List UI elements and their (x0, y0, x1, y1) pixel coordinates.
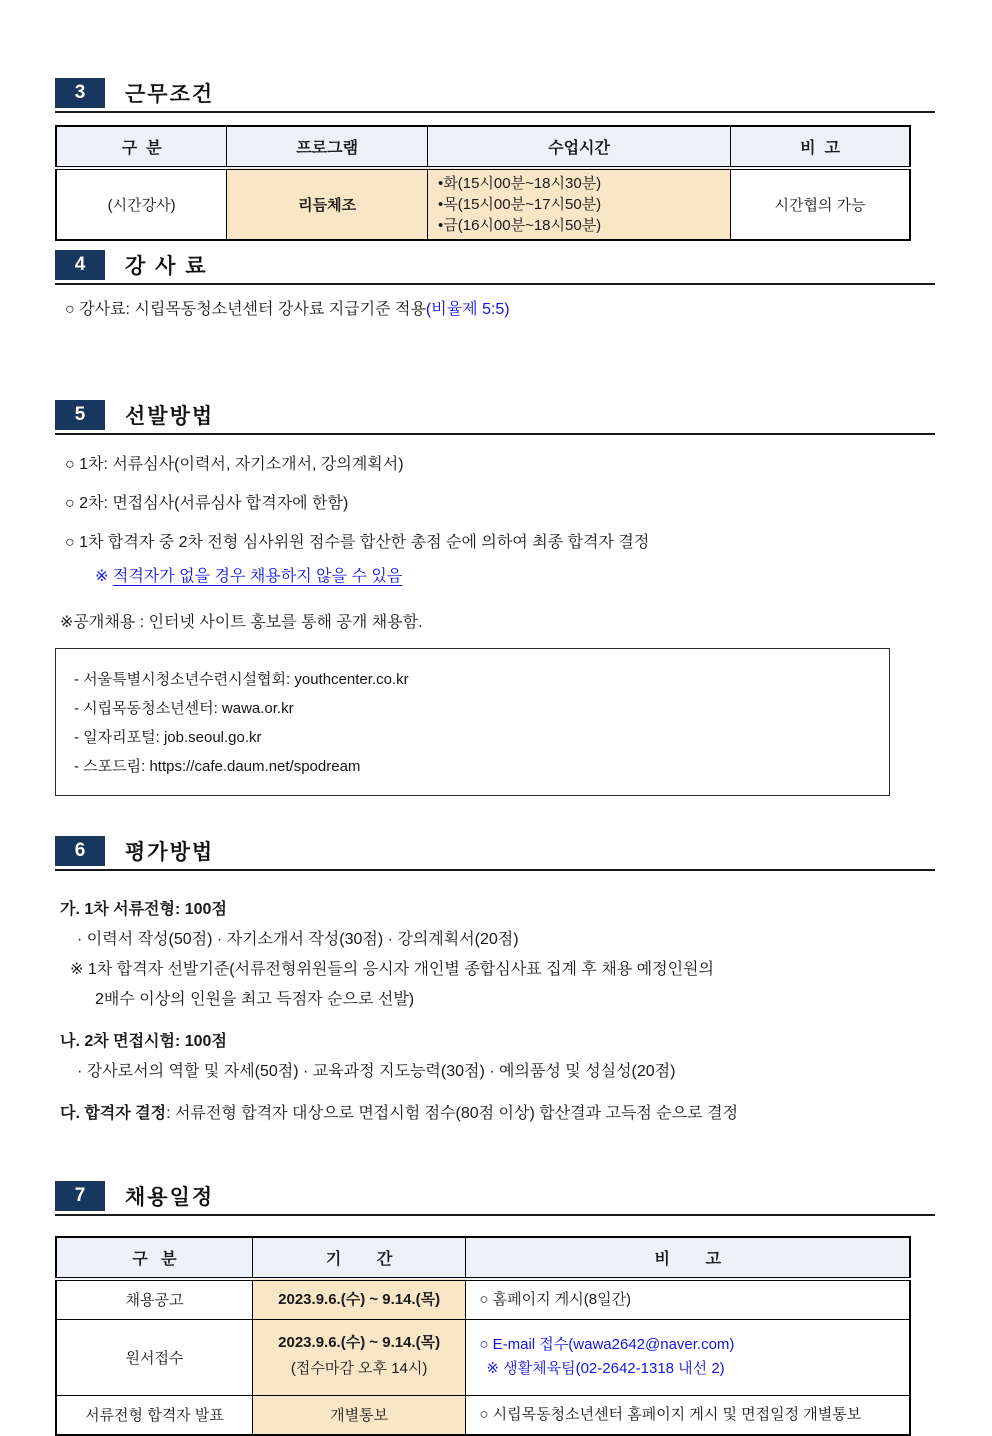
second-round-criteria: · 강사로서의 역할 및 자세(50점) · 교육과정 지도능력(30점) · 예의품성 및 성실성(20점) (77, 1063, 676, 1080)
section-work-conditions (55, 78, 935, 241)
section-evaluation-method (55, 836, 935, 1129)
first-round-criteria: · 이력서 작성(50점) · 자기소개서 작성(30점) · 강의계획서(20점) (77, 931, 519, 948)
work-conditions-table (55, 125, 911, 241)
site-job-seoul: - 일자리포털: job.seoul.go.kr (74, 729, 262, 746)
recruitment-schedule-header (55, 1181, 935, 1216)
schedule-row-result-announcement (56, 1395, 910, 1435)
work-col-class-time: 수업시간 (427, 126, 730, 168)
fee-ratio-note: (비율제 5:5) (425, 301, 510, 318)
announcement-note (466, 1279, 910, 1319)
section-recruitment-schedule (55, 1181, 935, 1436)
section-title-work-conditions: 근무조건 (125, 83, 215, 106)
first-round-note-line2: 2배수 이상의 인원을 최고 득점자 순으로 선발) (95, 991, 415, 1008)
application-contact-note: ※ 생활체육팀(02-2642-1318 내선 2) (486, 1360, 725, 1377)
section-number-badge-4: 4 (55, 250, 105, 280)
work-conditions-header (55, 78, 935, 113)
section-number-badge-3: 3 (55, 78, 105, 108)
schedule-table-header-row (56, 1237, 910, 1279)
site-wawa: - 시립목동청소년센터: wawa.or.kr (74, 700, 294, 717)
first-round-note-line1: ※ 1차 합격자 선발기준(서류전형위원들의 응시자 개인별 종합심사표 집계 후 채용 예정인원의 (70, 961, 714, 978)
final-decision-label: 다. 합격자 결정 (60, 1105, 167, 1122)
reference-mark: ※ (95, 568, 113, 585)
announcement-note-text: ○ 홈페이지 게시(8일간) (479, 1290, 632, 1308)
recruitment-schedule-table (55, 1236, 911, 1436)
recruitment-sites-box (55, 648, 890, 796)
class-time-friday: •금(16시00분~18시50분) (437, 217, 602, 234)
schedule-row-application (56, 1319, 910, 1395)
result-note-text: ○ 시립목동청소년센터 홈페이지 게시 및 면접일정 개별통보 (479, 1405, 862, 1423)
work-table-row (56, 168, 910, 240)
schedule-col-period: 기 간 (252, 1237, 466, 1279)
section-number-badge-7: 7 (55, 1181, 105, 1211)
application-note (466, 1319, 910, 1395)
class-time-tuesday: •화(15시00분~18시30분) (437, 175, 602, 192)
result-category: 서류전형 합격자 발표 (56, 1395, 252, 1435)
evaluation-first-round-block (55, 895, 935, 1015)
instructor-fee-line (55, 299, 935, 321)
work-col-remark: 비 고 (731, 126, 910, 168)
section-number-badge-6: 6 (55, 836, 105, 866)
section-number-badge-5: 5 (55, 400, 105, 430)
section-title-evaluation-method: 평가방법 (125, 841, 215, 864)
schedule-row-announcement (56, 1279, 910, 1319)
application-period-dates: 2023.9.6.(수) ~ 9.14.(목) (278, 1334, 441, 1351)
final-decision-line (55, 1099, 935, 1129)
announcement-period (252, 1279, 466, 1319)
section-selection-method (55, 400, 935, 796)
site-spodream: - 스포드림: https://cafe.daum.net/spodream (74, 758, 361, 775)
selection-item-second-round: ○ 2차: 면접심사(서류심사 합격자에 한함) (65, 495, 349, 512)
announcement-category: 채용공고 (56, 1279, 252, 1319)
work-cell-category: (시간강사) (56, 168, 227, 240)
instructor-fee-header (55, 250, 935, 285)
section-title-instructor-fee: 강 사 료 (125, 255, 208, 278)
result-period-text: 개별통보 (330, 1407, 389, 1425)
no-hire-note-text: 적격자가 없을 경우 채용하지 않을 수 있음 (112, 568, 403, 585)
application-email-note: ○ E-mail 접수(wawa2642@naver.com) (479, 1336, 735, 1353)
application-category: 원서접수 (56, 1319, 252, 1395)
selection-method-header (55, 400, 935, 435)
work-cell-program: 리듬체조 (227, 168, 428, 240)
work-col-category: 구 분 (56, 126, 227, 168)
application-period (252, 1319, 466, 1395)
site-youthcenter: - 서울특별시청소년수련시설협회: youthcenter.co.kr (74, 671, 409, 688)
work-cell-remark: 시간협의 가능 (731, 168, 910, 240)
result-period (252, 1395, 466, 1435)
open-recruitment-note: ※공개채용 : 인터넷 사이트 홍보를 통해 공개 채용함. (60, 614, 423, 631)
application-deadline: (접수마감 오후 14시) (290, 1360, 428, 1377)
section-title-selection-method: 선발방법 (125, 405, 215, 428)
section-instructor-fee (55, 250, 935, 321)
announcement-period-dates: 2023.9.6.(수) ~ 9.14.(목) (278, 1290, 441, 1308)
final-decision-text: : 서류전형 합격자 대상으로 면접시험 점수(80점 이상) 합산결과 고득점 순으로 결정 (166, 1105, 739, 1122)
selection-item-final-decision: ○ 1차 합격자 중 2차 전형 심사위원 점수를 합산한 총점 순에 의하여 최종 합격자 결정 (65, 534, 650, 551)
selection-item-first-round: ○ 1차: 서류심사(이력서, 자기소개서, 강의계획서) (65, 456, 404, 473)
second-round-title: 나. 2차 면접시험: 100점 (60, 1033, 227, 1050)
schedule-col-category: 구 분 (56, 1237, 252, 1279)
schedule-col-remark: 비 고 (466, 1237, 910, 1279)
evaluation-second-round-block (55, 1027, 935, 1087)
result-note (466, 1395, 910, 1435)
evaluation-method-header (55, 836, 935, 871)
work-cell-class-times (427, 168, 730, 240)
class-time-thursday: •목(15시00분~17시50분) (437, 196, 602, 213)
first-round-title: 가. 1차 서류전형: 100점 (60, 901, 227, 918)
fee-text: ○ 강사료: 시립목동청소년센터 강사료 지급기준 적용 (65, 301, 426, 318)
work-table-header-row (56, 126, 910, 168)
section-title-recruitment-schedule: 채용일정 (125, 1186, 215, 1209)
selection-no-hire-note (55, 566, 935, 588)
work-col-program: 프로그램 (227, 126, 428, 168)
